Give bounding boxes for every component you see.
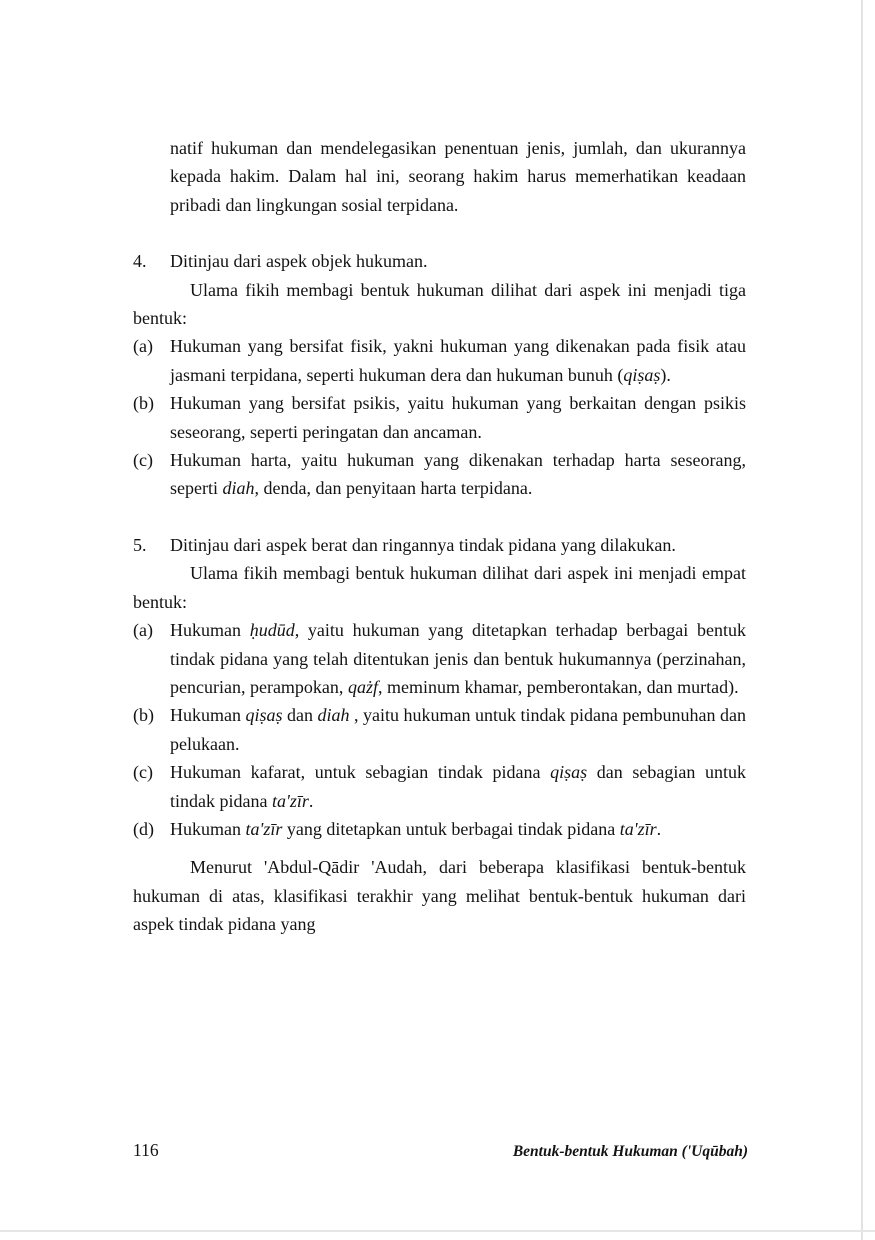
list-marker: (d) [133, 818, 154, 839]
text-segment: natif hukuman dan mendelegasikan penentuan jenis, jumlah, dan ukurannya kepada hakim. Dalam hal ini, seorang hakim harus memerhatikan keadaan pribadi dan lingkungan sosial terpidana. [170, 138, 746, 215]
paragraph [133, 276, 746, 333]
list-item [133, 389, 746, 446]
text-run [133, 563, 746, 611]
page-footer [133, 1140, 748, 1161]
list-item [133, 815, 746, 843]
scan-edge-right [861, 0, 863, 1240]
text-segment: , yaitu hukuman untuk tindak pidana pembunuhan dan pelukaan. [170, 705, 746, 754]
text-run [133, 280, 746, 328]
text-run [133, 857, 746, 934]
paragraph [133, 559, 746, 616]
list-marker: (c) [133, 762, 153, 783]
list-marker: 5. [133, 534, 147, 555]
scan-edge-bottom [0, 1230, 875, 1232]
italic-term: diah [317, 705, 350, 726]
text-segment: Hukuman yang bersifat fisik, yakni hukuman yang dikenakan pada fisik atau jasmani terpidana, seperti hukuman dera dan hukuman bunuh ( [170, 336, 746, 385]
page-content [133, 134, 746, 939]
text-segment: , yaitu hukuman yang ditetapkan terhadap berbagai bentuk tindak pidana yang telah ditentukan jenis dan bentuk hukumannya (perzinahan, pencurian, perampokan, [170, 620, 746, 697]
text-segment: ). [660, 364, 671, 385]
text-segment: Ditinjau dari aspek objek hukuman. [170, 251, 428, 272]
text-segment: Ditinjau dari aspek berat dan ringannya tindak pidana yang dilakukan. [170, 534, 676, 555]
italic-term: diah [222, 478, 255, 499]
list-marker: 4. [133, 251, 147, 272]
text-run [170, 336, 746, 384]
text-run [170, 705, 746, 753]
text-segment: , meminum khamar, pemberontakan, dan murtad). [377, 676, 739, 697]
paragraph [133, 853, 746, 938]
list-marker: (a) [133, 336, 153, 357]
text-segment: Hukuman yang bersifat psikis, yaitu hukuman yang berkaitan dengan psikis seseorang, seperti peringatan dan ancaman. [170, 393, 746, 442]
list-item [133, 531, 746, 559]
text-segment: , denda, dan penyitaan harta terpidana. [254, 478, 533, 499]
italic-term: qażf [347, 676, 378, 697]
text-run [170, 535, 676, 555]
list-item [133, 332, 746, 389]
text-segment: . [656, 818, 662, 839]
text-segment: dan [282, 705, 318, 726]
text-segment: Hukuman [170, 620, 250, 641]
text-run [170, 620, 746, 697]
text-segment: . [308, 790, 314, 811]
list-item [133, 616, 746, 701]
paragraph [170, 134, 746, 219]
text-segment: Ulama fikih membagi bentuk hukuman dilihat dari aspek ini menjadi tiga bentuk: [133, 279, 746, 329]
italic-term: qiṣaṣ [623, 364, 661, 385]
running-title: Bentuk-bentuk Hukuman ('Uqūbah) [512, 1143, 748, 1160]
text-segment: Menurut 'Abdul-Qādir 'Audah, dari beberapa klasifikasi bentuk-bentuk hukuman di atas, klasifikasi terakhir yang melihat bentuk-bentuk hukuman dari aspek tindak pidana yang [133, 857, 746, 935]
list-item [133, 701, 746, 758]
list-item [133, 247, 746, 275]
italic-term: qiṣaṣ [245, 705, 283, 726]
text-segment: Hukuman harta, yaitu hukuman yang dikenakan terhadap harta seseorang, seperti [170, 450, 746, 499]
text-run [170, 762, 746, 810]
list-item [133, 758, 746, 815]
text-run [170, 138, 746, 215]
text-segment: Hukuman [170, 705, 246, 726]
italic-term: ḥudūd [249, 620, 295, 641]
text-segment: yang ditetapkan untuk berbagai tindak pidana [282, 818, 620, 839]
list-item [133, 446, 746, 503]
italic-term: ta'zīr [245, 818, 283, 839]
text-segment: Ulama fikih membagi bentuk hukuman dilihat dari aspek ini menjadi empat bentuk: [133, 563, 746, 612]
text-run [170, 393, 746, 441]
text-segment: Hukuman [170, 818, 246, 839]
list-marker: (b) [133, 393, 154, 414]
page-number: 116 [133, 1140, 159, 1160]
italic-term: qiṣaṣ [550, 762, 588, 783]
text-run [170, 450, 746, 498]
text-run [170, 819, 661, 839]
text-segment: Hukuman kafarat, untuk sebagian tindak pidana [170, 762, 551, 783]
text-run [170, 251, 427, 271]
list-marker: (a) [133, 620, 153, 641]
italic-term: ta'zīr [619, 818, 657, 839]
italic-term: ta'zīr [271, 790, 309, 811]
list-marker: (c) [133, 450, 153, 471]
text-segment: dan sebagian untuk tindak pidana [170, 762, 746, 811]
list-marker: (b) [133, 705, 154, 726]
